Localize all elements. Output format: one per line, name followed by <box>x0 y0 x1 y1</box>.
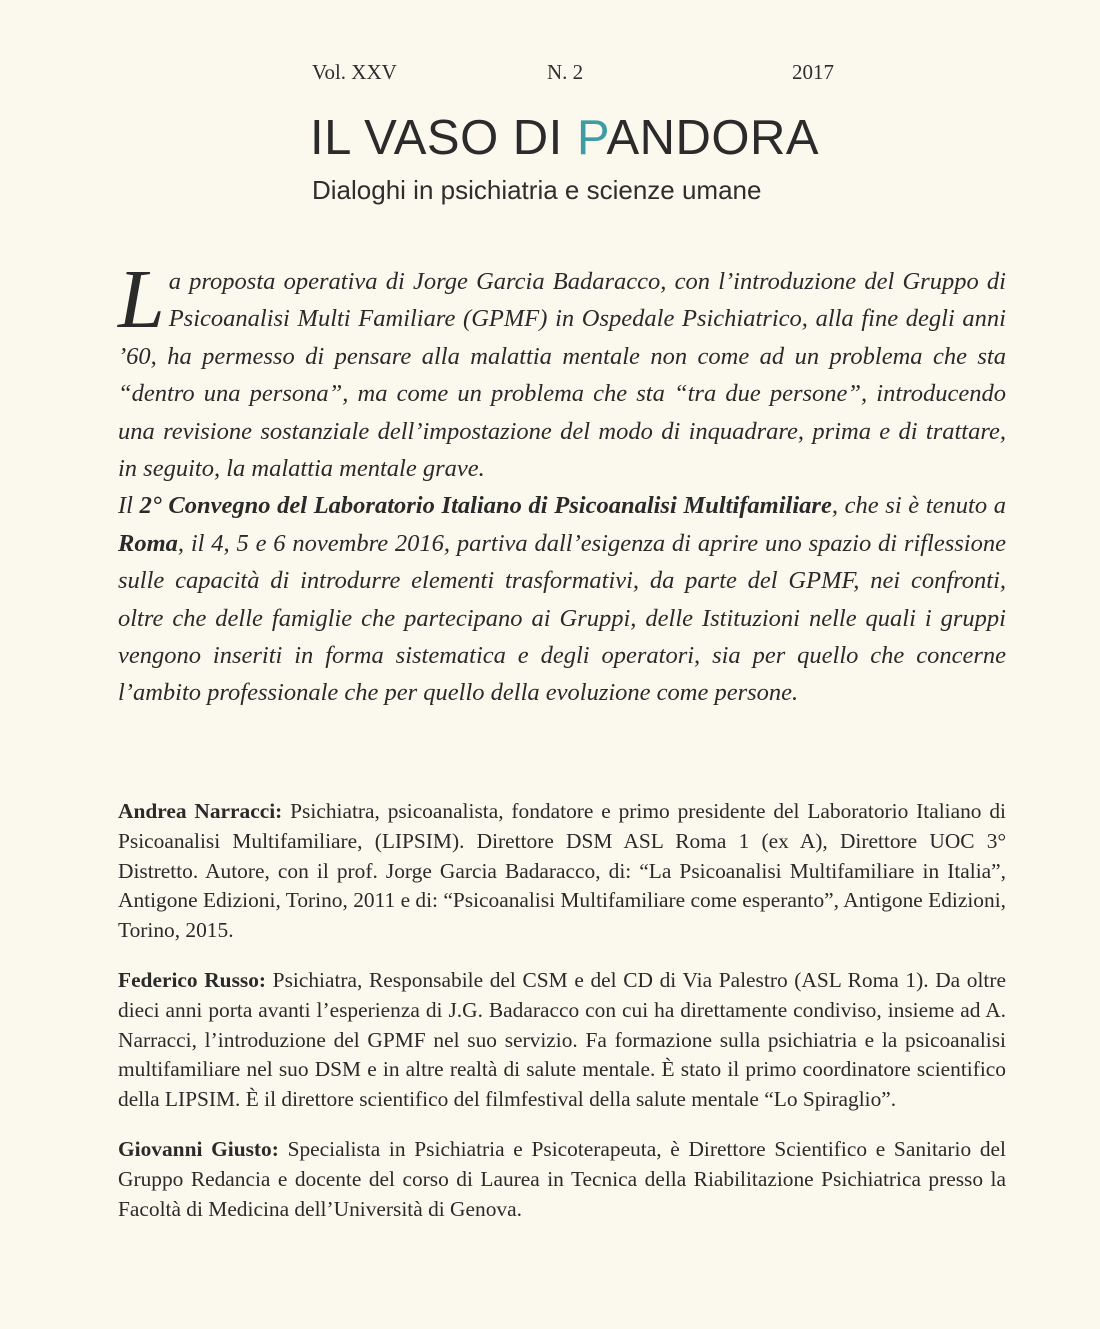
author-description: Psichiatra, psicoanalista, fondatore e primo presidente del Laboratorio Italiano di Psicoanalisi Multifamiliare, (LIPSIM). Direttore DSM ASL Roma 1 (ex A), Direttore UOC 3° Distretto. Autore, con il prof. Jorge Garcia Badaracco, di: “La Psicoanalisi Multifamiliare in Italia”, Antigone Edizioni, Torino, 2011 e di: “Psicoanalisi Multifamiliare come esperanto”, Antigone Edizioni, Torino, 2015. <box>118 799 1006 943</box>
author-name: Federico Russo: <box>118 967 267 992</box>
volume-label: Vol. XXV <box>312 60 397 84</box>
title-part-2: ANDORA <box>606 111 820 165</box>
author-name: Andrea Narracci: <box>118 799 283 823</box>
abstract-paragraph-1 <box>118 253 1006 487</box>
abstract-paragraph-2 <box>118 487 1006 711</box>
journal-subtitle: Dialoghi in psichiatria e scienze umane <box>312 175 762 205</box>
drop-cap: L <box>118 253 165 346</box>
author-bios <box>118 797 1006 1244</box>
issue-year: 2017 <box>792 60 834 84</box>
title-part-1: IL VASO DI <box>310 111 577 165</box>
journal-title <box>310 111 870 165</box>
abstract-p2-lead: Il <box>118 492 140 520</box>
author-name: Giovanni Giusto: <box>118 1136 279 1161</box>
title-accent-letter: P <box>576 111 607 165</box>
author-description: Specialista in Psichiatria e Psicoterapeuta, è Direttore Scientifico e Sanitario del Gruppo Redancia e docente del corso di Laurea in Tecnica della Riabilitazione Psichiatrica presso la Facoltà di Medicina dell’Università di Genova. <box>118 1136 1006 1221</box>
issue-number: N. 2 <box>547 60 584 84</box>
author-bio <box>118 966 1006 1115</box>
conference-city: Roma <box>118 529 178 557</box>
author-description: Psichiatra, Responsabile del CSM e del CD di Via Palestro (ASL Roma 1). Da oltre dieci anni porta avanti l’esperienza di J.G. Badaracco con cui ha direttamente condiviso, insieme ad A. Narracci, l’introduzione del GPMF nel suo servizio. Fa formazione sulla psichiatria e la psicoanalisi multifamiliare nel suo DSM e in altre realtà di salute mentale. È stato il primo coordinatore scientifico della LIPSIM. È il direttore scientifico del filmfestival della salute mentale “Lo Spiraglio”. <box>118 967 1006 1112</box>
abstract-p2-mid: , che si è tenuto a <box>831 492 1007 520</box>
issue-info <box>312 60 834 90</box>
conference-name: 2° Convegno del Laboratorio Italiano di Psicoanalisi Multifamiliare <box>139 492 832 520</box>
abstract <box>118 253 1007 712</box>
abstract-p1-text: a proposta operativa di Jorge Garcia Badaracco, con l’introduzione del Gruppo di Psicoanalisi Multi Familiare (GPMF) in Ospedale Psichiatrico, alla fine degli anni ’60, ha permesso di pensare alla malattia mentale non come ad un problema che sta “dentro una persona”, ma come un problema che sta “tra due persone”, introducendo una revisione sostanziale dell’impostazione del modo di inquadrare, prima e di trattare, in seguito, la malattia mentale grave. <box>118 268 1006 483</box>
abstract-p2-text: , il 4, 5 e 6 novembre 2016, partiva dall’esigenza di aprire uno spazio di riflessione sulle capacità di introdurre elementi trasformativi, da parte del GPMF, nei confronti, oltre che delle famiglie che partecipano ai Gruppi, delle Istituzioni nelle quali i gruppi vengono inseriti in forma sistematica e degli operatori, sia per quello che concerne l’ambito professionale che per quello della evoluzione come persone. <box>118 529 1006 707</box>
author-bio <box>118 1135 1006 1224</box>
author-bio <box>118 797 1006 946</box>
